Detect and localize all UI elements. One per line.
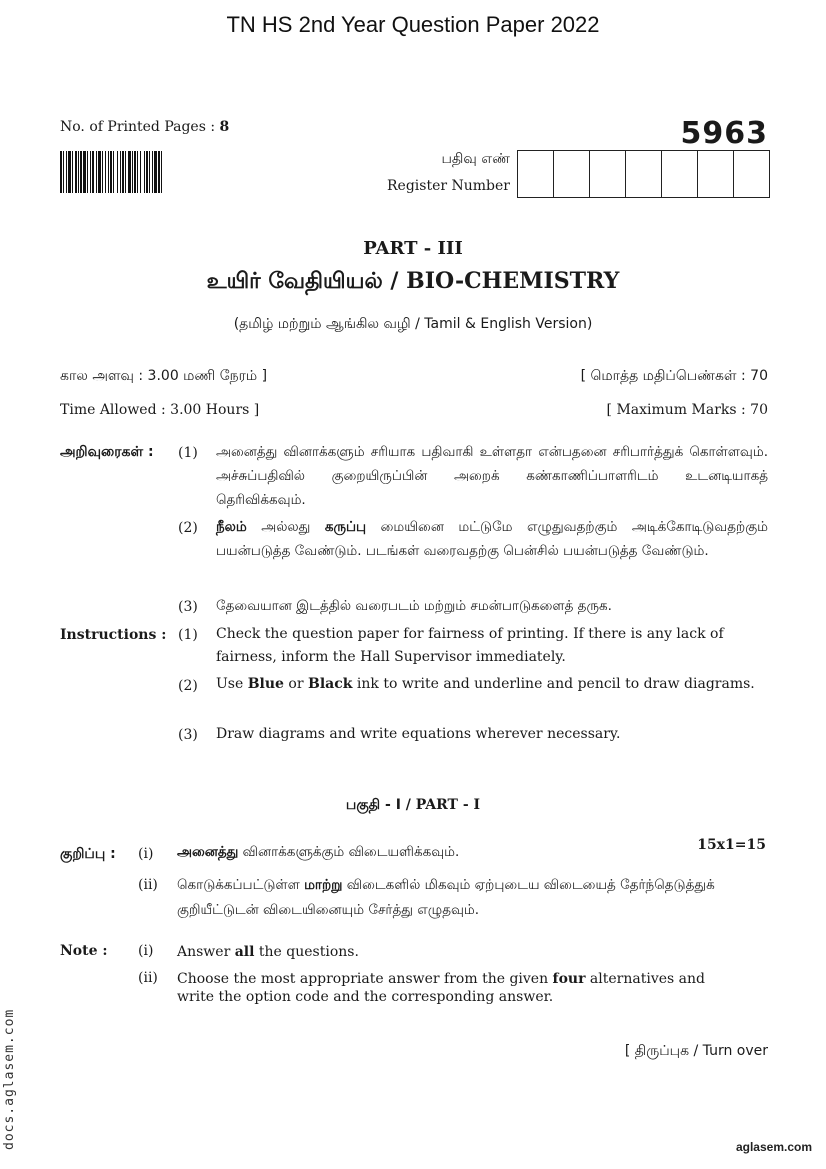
register-digit-box[interactable]: [554, 151, 590, 197]
instruction-text-english-3: Draw diagrams and write equations wherever necessary.: [216, 726, 621, 742]
note-rest: the questions.: [254, 944, 359, 960]
instruction-number: (3): [178, 599, 198, 615]
instruction-number: (1): [178, 627, 198, 643]
register-digit-box[interactable]: [662, 151, 698, 197]
instruction-number: (3): [178, 727, 198, 743]
instructions-label-english: Instructions :: [60, 627, 167, 643]
note-rest: வினாக்களுக்கும் விடையளிக்கவும்.: [238, 844, 460, 860]
register-number-boxes[interactable]: [517, 150, 770, 198]
printed-pages-value: 8: [219, 119, 230, 135]
time-allowed-tamil: கால அளவு : 3.00 மணி நேரம் ]: [60, 368, 268, 384]
instructions-label-tamil: அறிவுரைகள் :: [60, 444, 154, 460]
note-prefix: Answer: [177, 944, 235, 960]
bold-alternative-tamil: மாற்று: [304, 877, 343, 893]
subject-title: [0, 268, 826, 297]
paper-code: 5963: [680, 116, 768, 151]
bold-all: all: [234, 944, 255, 960]
register-digit-box[interactable]: [698, 151, 734, 197]
note-rest: alternatives and write the option code and the corresponding answer.: [177, 971, 705, 1005]
max-marks-english: [ Maximum Marks : 70: [606, 402, 768, 418]
footer-brand[interactable]: aglasem.com: [735, 1140, 812, 1154]
max-marks-tamil: [ மொத்த மதிப்பெண்கள் : 70: [580, 368, 768, 384]
time-allowed-english: Time Allowed : 3.00 Hours ]: [60, 402, 260, 418]
instruction-connector: அல்லது: [246, 519, 325, 535]
instruction-text-tamil-3: தேவையான இடத்தில் வரைபடம் மற்றும் சமன்பாடுகளைத் தருக.: [216, 598, 612, 614]
note-number: (i): [138, 846, 154, 862]
instruction-text-tamil-1: அனைத்து வினாக்களும் சரியாக பதிவாகி உள்ளதா என்பதனை சரிபார்த்துக் கொள்ளவும். அச்சுப்பதிவில் குறையிருப்பின் அறைக் கண்காணிப்பாளரிடம் உடனடியாகத் தெரிவிக்கவும்.: [216, 444, 768, 508]
register-label-tamil: பதிவு எண்: [441, 151, 510, 167]
subject-title-english: BIO-CHEMISTRY: [406, 268, 620, 294]
register-label-english: Register Number: [387, 178, 510, 194]
note-text-tamil-1: [177, 844, 459, 862]
instruction-connector: or: [283, 676, 308, 692]
register-digit-box[interactable]: [734, 151, 769, 197]
section-heading-tamil: பகுதி - I /: [345, 797, 416, 813]
instruction-text-english-2: [216, 674, 766, 694]
instruction-number: (2): [178, 520, 198, 536]
printed-pages: [60, 119, 229, 135]
side-watermark: docs.aglasem.com: [2, 1008, 17, 1150]
register-digit-box[interactable]: [518, 151, 554, 197]
note-text-english-2: [177, 970, 729, 1006]
note-number: (i): [138, 943, 154, 959]
instruction-text-english-1: Check the question paper for fairness of printing. If there is any lack of fairness, inform the Hall Supervisor immediately.: [216, 626, 724, 665]
medium-version: (தமிழ் மற்றும் ஆங்கில வழி / Tamil & English Version): [233, 316, 593, 332]
bold-four: four: [552, 971, 586, 987]
bold-blue: Blue: [247, 676, 284, 692]
note-prefix: Choose the most appropriate answer from the given: [177, 971, 553, 987]
instruction-text-tamil-2: [216, 515, 768, 563]
instruction-number: (1): [178, 445, 198, 461]
section-heading-english: PART - I: [415, 797, 481, 813]
note-label-tamil: குறிப்பு :: [60, 846, 116, 862]
turn-over: [ திருப்புக / Turn over: [624, 1043, 768, 1059]
page-banner-title: TN HS 2nd Year Question Paper 2022: [226, 12, 600, 37]
printed-pages-label: No. of Printed Pages :: [60, 119, 220, 135]
note-label-english: Note :: [60, 943, 108, 959]
bold-black: Black: [308, 676, 353, 692]
barcode: [60, 151, 248, 193]
register-digit-box[interactable]: [626, 151, 662, 197]
bold-all-tamil: அனைத்து: [177, 844, 239, 860]
note-number: (ii): [138, 877, 158, 893]
bold-blue-tamil: நீலம்: [216, 519, 247, 535]
instruction-prefix: Use: [216, 676, 248, 692]
note-prefix: கொடுக்கப்பட்டுள்ள: [177, 877, 305, 893]
note-text-english-1: [177, 943, 729, 961]
barcode-bar: [162, 151, 164, 193]
register-digit-box[interactable]: [590, 151, 626, 197]
section-heading: [0, 797, 826, 815]
instruction-rest: ink to write and underline and pencil to draw diagrams.: [352, 676, 755, 692]
note-text-tamil-2: [177, 873, 729, 923]
instruction-number: (2): [178, 678, 198, 694]
subject-title-tamil: உயிர் வேதியியல் /: [206, 269, 407, 294]
note-rest: விடைகளில் மிகவும் ஏற்புடைய விடையைத் தேர்ந்தெடுத்துக் குறியீட்டுடன் விடையினையும் சேர்த்து எழுதவும்.: [177, 877, 715, 918]
part-heading: PART - III: [363, 238, 463, 259]
instruction-rest: மையினை மட்டுமே எழுதுவதற்கும் அடிக்கோடிடுவதற்கும் பயன்படுத்த வேண்டும். படங்கள் வரைவதற்கு பென்சில் பயன்படுத்த வேண்டும்.: [216, 519, 768, 559]
bold-black-tamil: கருப்பு: [324, 519, 367, 535]
section-marks: 15x1=15: [697, 837, 766, 853]
note-number: (ii): [138, 970, 158, 986]
